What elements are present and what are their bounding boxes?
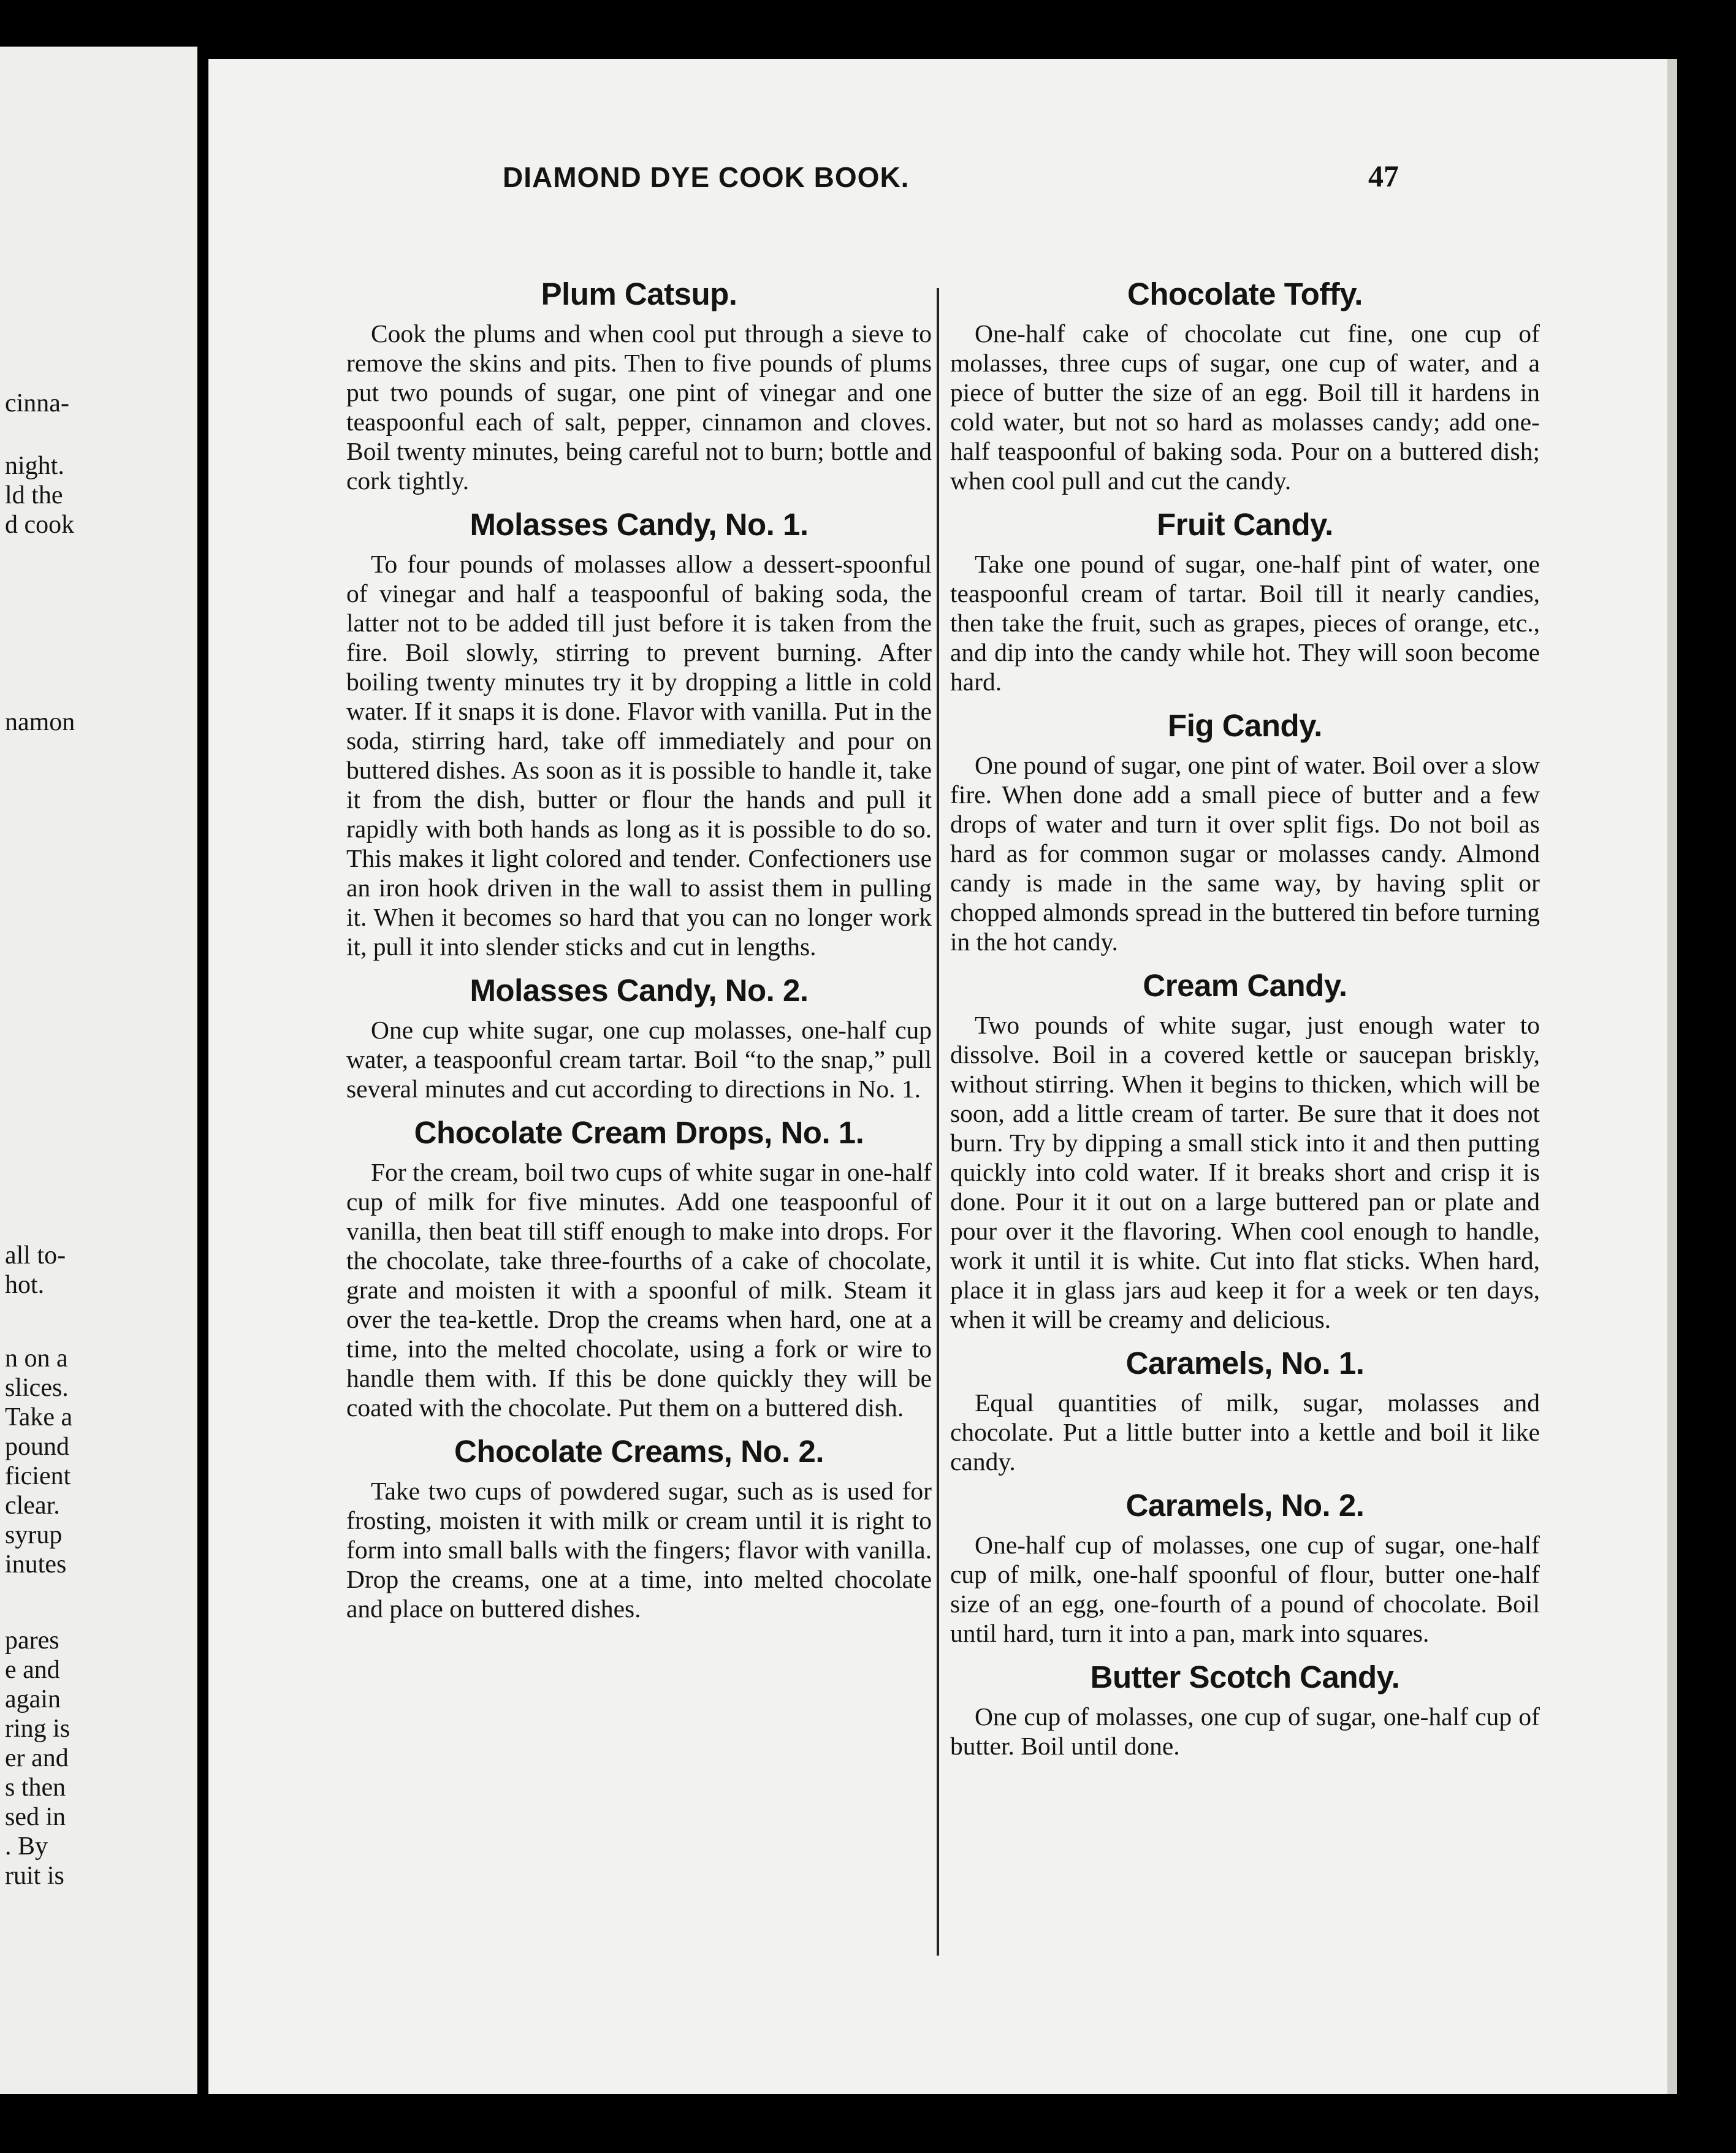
left-page-text: cinna- <box>5 389 69 417</box>
left-page-text: syrup <box>5 1521 63 1549</box>
right-column <box>950 276 1540 1772</box>
left-page-text: sed in <box>5 1803 66 1831</box>
recipe-chocolate-toffy <box>950 276 1540 495</box>
left-page-text: slices. <box>5 1374 69 1402</box>
recipe-text: For the cream, boil two cups of white sugar in one-half cup of milk for five minutes. Add one teaspoonful of vanilla, then beat till stiff enough to make into drops. For the chocolate, take three-fourths of a cake of chocolate, grate and moisten it with a spoonful of milk. Steam it over the tea-kettle. Drop the creams when hard, one at a time, into the melted chocolate, using a fork or wire to handle them with. If this be done quickly they will be coated with the chocolate. Put them on a buttered dish. <box>346 1158 932 1422</box>
recipe-text: Two pounds of white sugar, just enough water to dissolve. Boil in a covered kettle or saucepan briskly, without stirring. When it begins to thicken, which will be soon, add a little cream of tarter. Be sure that it does not burn. Try by dipping a small stick into it and then putting quickly into cold water. If it breaks short and crisp it is done. Pour it it out on a large buttered pan or plate and pour over it the flavoring. When cool enough to handle, work it until it is white. Cut into flat sticks. When hard, place it in glass jars aud keep it for a week or ten days, when it will be creamy and delicious. <box>950 1011 1540 1333</box>
recipe-text: Equal quantities of milk, sugar, molasses and chocolate. Put a little butter into a kettle and boil it like candy. <box>950 1389 1540 1476</box>
left-page-text: d cook <box>5 511 75 539</box>
recipe-chocolate-cream-drops-1 <box>346 1115 932 1422</box>
left-page-text: . By <box>5 1832 48 1861</box>
page-edge <box>1667 59 1677 2094</box>
left-page-text: hot. <box>5 1271 45 1299</box>
left-page-text: ruit is <box>5 1862 64 1890</box>
left-page-text: ficient <box>5 1462 71 1490</box>
left-page-text: all to- <box>5 1241 66 1270</box>
recipe-caramels-2 <box>950 1487 1540 1648</box>
recipe-fig-candy <box>950 707 1540 956</box>
recipe-text: One cup of molasses, one cup of sugar, one-half cup of butter. Boil until done. <box>950 1702 1540 1760</box>
left-page-text: n on a <box>5 1344 68 1373</box>
recipe-title: Molasses Candy, No. 2. <box>470 973 809 1008</box>
recipe-fruit-candy <box>950 506 1540 696</box>
recipe-title: Molasses Candy, No. 1. <box>470 507 809 542</box>
page-number: 47 <box>1368 159 1399 193</box>
left-column <box>346 276 932 1634</box>
recipe-title: Chocolate Toffy. <box>1127 276 1363 311</box>
recipe-title: Caramels, No. 2. <box>1125 1488 1365 1523</box>
left-page-text: Take a <box>5 1403 73 1431</box>
recipe-text: One-half cup of molasses, one cup of sugar, one-half cup of milk, one-half spoonful of flour, butter one-half size of an egg, one-fourth of a pound of chocolate. Boil until hard, turn it into a pan, mark into squares. <box>950 1531 1540 1647</box>
recipe-molasses-candy-1 <box>346 506 932 961</box>
recipe-text: Take two cups of powdered sugar, such as is used for frosting, moisten it with milk or cream until it is right to form into small balls with the fingers; flavor with vanilla. Drop the creams, one at a time, into melted chocolate and place on buttered dishes. <box>346 1477 932 1623</box>
recipe-butter-scotch-candy <box>950 1659 1540 1761</box>
left-page-text: e and <box>5 1656 60 1684</box>
left-page-text: ld the <box>5 481 63 509</box>
running-header: DIAMOND DYE COOK BOOK. <box>503 161 910 193</box>
recipe-chocolate-creams-2 <box>346 1433 932 1623</box>
column-divider <box>937 288 939 1956</box>
left-page-text: inutes <box>5 1550 67 1579</box>
recipe-text: One pound of sugar, one pint of water. Boil over a slow fire. When done add a small piece of butter and a few drops of water and turn it over split figs. Do not boil as hard as for common sugar or molasses candy. Almond candy is made in the same way, by having split or chopped almonds spread in the buttered tin before turning in the hot candy. <box>950 751 1540 956</box>
recipe-cream-candy <box>950 967 1540 1334</box>
left-page-fragment <box>0 47 197 2094</box>
left-page-text: pares <box>5 1626 59 1655</box>
recipe-title: Caramels, No. 1. <box>1125 1346 1365 1381</box>
left-page-text: ring is <box>5 1715 70 1743</box>
left-page-text: pound <box>5 1433 69 1461</box>
recipe-text: To four pounds of molasses allow a dessert-spoonful of vinegar and half a teaspoonful of baking soda, the latter not to be added till just before it is taken from the fire. Boil slowly, stirring to prevent burning. After boiling twenty minutes try it by dropping a little in cold water. If it snaps it is done. Flavor with vanilla. Put in the soda, stirring hard, take off immediately and pour on buttered dishes. As soon as it is possible to handle it, take it from the dish, butter or flour the hands and pull it rapidly with both hands as long as it is possible to do so. This makes it light colored and tender. Confectioners use an iron hook driven in the wall to assist them in pulling it. When it becomes so hard that you can no longer work it, pull it into slender sticks and cut in lengths. <box>346 550 932 961</box>
recipe-title: Fig Candy. <box>1168 708 1322 743</box>
recipe-title: Cream Candy. <box>1143 968 1347 1003</box>
left-page-text: s then <box>5 1774 66 1802</box>
left-page-text: night. <box>5 452 64 480</box>
left-page-text: clear. <box>5 1492 60 1520</box>
recipe-title: Fruit Candy. <box>1157 507 1333 542</box>
recipe-molasses-candy-2 <box>346 972 932 1103</box>
recipe-title: Chocolate Creams, No. 2. <box>454 1434 824 1469</box>
recipe-text: Take one pound of sugar, one-half pint of water, one teaspoonful cream of tartar. Boil till it nearly candies, then take the fruit, such as grapes, pieces of orange, etc., and dip into the candy while hot. They will soon become hard. <box>950 550 1540 696</box>
left-page-text: er and <box>5 1744 69 1772</box>
book-gutter <box>197 37 208 2121</box>
recipe-text: One-half cake of chocolate cut fine, one cup of molasses, three cups of sugar, one cup of water, and a piece of butter the size of an egg. Boil till it hardens in cold water, but not so hard as molasses candy; add one-half teaspoonful of baking soda. Pour on a buttered dish; when cool pull and cut the candy. <box>950 319 1540 495</box>
recipe-title: Butter Scotch Candy. <box>1090 1660 1400 1694</box>
recipe-title: Plum Catsup. <box>541 276 737 311</box>
recipe-text: Cook the plums and when cool put through a sieve to remove the skins and pits. Then to five pounds of plums put two pounds of sugar, one pint of vinegar and one teaspoonful each of salt, pepper, cinnamon and cloves. Boil twenty minutes, being careful not to burn; bottle and cork tightly. <box>346 319 932 495</box>
left-page-text: again <box>5 1685 61 1713</box>
recipe-text: One cup white sugar, one cup molasses, one-half cup water, a teaspoonful cream tartar. Boil “to the snap,” pull several minutes and cut according to directions in No. 1. <box>346 1016 932 1103</box>
left-page-text: namon <box>5 708 75 736</box>
recipe-plum-catsup <box>346 276 932 495</box>
recipe-caramels-1 <box>950 1345 1540 1476</box>
recipe-title: Chocolate Cream Drops, No. 1. <box>414 1115 864 1150</box>
